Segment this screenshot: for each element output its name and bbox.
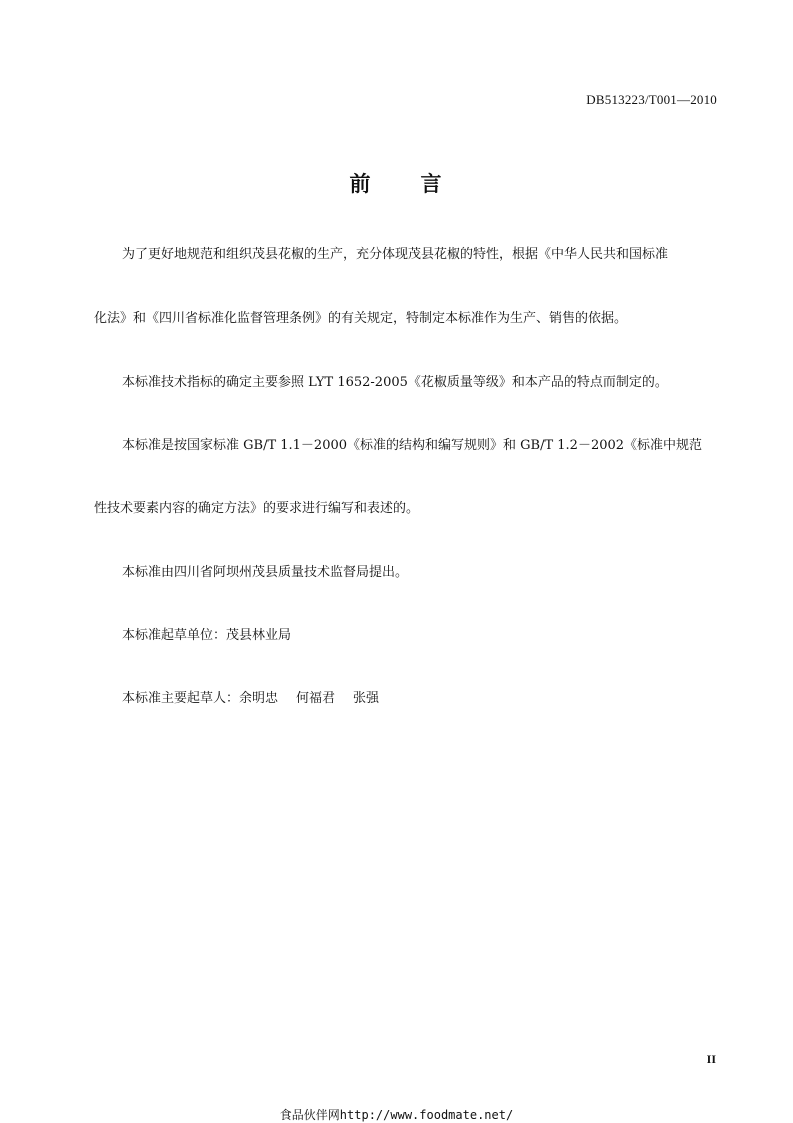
title-part-1: 前 (349, 172, 373, 196)
footer-watermark: 食品伙伴网http://www.foodmate.net/ (279, 1108, 514, 1122)
page-title (0, 168, 793, 198)
drafter-name: 张强 (353, 691, 380, 706)
standard-code: DB513223/T001—2010 (586, 92, 717, 107)
drafter-name: 余明忠 (239, 691, 279, 706)
paragraph-1-line-1: 为了更好地规范和组织茂县花椒的生产，充分体现茂县花椒的特性，根据《中华人民共和国标准 (122, 247, 669, 262)
paragraph-1-line-2: 化法》和《四川省标准化监督管理条例》的有关规定，特制定本标准作为生产、销售的依据。 (94, 311, 628, 326)
paragraph-3-line-2: 性技术要素内容的确定方法》的要求进行编写和表述的。 (94, 501, 420, 516)
paragraph-4: 本标准由四川省阿坝州茂县质量技术监督局提出。 (122, 565, 409, 580)
paragraph-2: 本标准技术指标的确定主要参照 LYT 1652-2005《花椒质量等级》和本产品的特点而制定的。 (122, 375, 668, 390)
paragraph-3-line-1: 本标准是按国家标准 GB/T 1.1－2000《标准的结构和编写规则》和 GB/T 1.2－2002《标准中规范 (122, 438, 703, 453)
drafter-name: 何福君 (296, 691, 336, 706)
page-number: II (706, 1052, 716, 1066)
title-part-2: 言 (420, 172, 444, 196)
paragraph-5: 本标准起草单位：茂县林业局 (122, 628, 292, 643)
drafters-line (122, 690, 379, 708)
drafters-label: 本标准主要起草人： (122, 691, 240, 706)
